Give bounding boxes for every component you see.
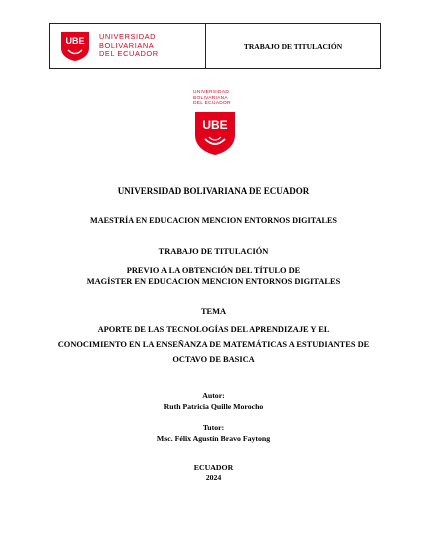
author-name: Ruth Patricia Quille Morocho: [163, 402, 264, 411]
center-logo-text: UBE: [202, 117, 228, 132]
document-header: [49, 23, 381, 69]
header-logo-area: [50, 24, 206, 68]
author-label: Autor:: [202, 391, 225, 400]
purpose-line-1: PREVIO A LA OBTENCIÓN DEL TÍTULO DE: [126, 266, 301, 275]
work-type: TRABAJO DE TITULACIÓN: [158, 247, 269, 256]
topic-line-3: OCTAVO DE BASICA: [172, 355, 255, 364]
year: 2024: [205, 473, 222, 482]
purpose-line-2: MAGÍSTER EN EDUCACION MENCION ENTORNOS DIGITALES: [86, 277, 341, 286]
center-shield-icon: [193, 110, 237, 156]
logo-text: UBE: [65, 36, 85, 46]
center-university-name: UNIVERSIDAD BOLIVARIANA DEL ECUADOR: [193, 90, 231, 107]
university-shield-logo: [59, 30, 91, 62]
tutor-label: Tutor:: [202, 423, 225, 432]
topic-line-1: APORTE DE LAS TECNOLOGÍAS DEL APRENDIZAJE Y EL: [97, 325, 330, 334]
header-university-name: UNIVERSIDAD BOLIVARIANA DEL ECUADOR: [99, 32, 159, 59]
tutor-name: Msc. Félix Agustín Bravo Faytong: [156, 434, 271, 443]
program-title: MAESTRÍA EN EDUCACION MENCION ENTORNOS DIGITALES: [90, 216, 337, 225]
country: ECUADOR: [193, 463, 234, 472]
header-section-title: TRABAJO DE TITULACIÓN: [243, 41, 343, 51]
topic-label: TEMA: [200, 307, 227, 316]
topic-line-2: CONOCIMIENTO EN LA ENSEÑANZA DE MATEMÁTICAS A ESTUDIANTES DE: [57, 340, 370, 349]
center-university-logo: [193, 90, 237, 156]
university-title: UNIVERSIDAD BOLIVARIANA DE ECUADOR: [117, 186, 310, 196]
